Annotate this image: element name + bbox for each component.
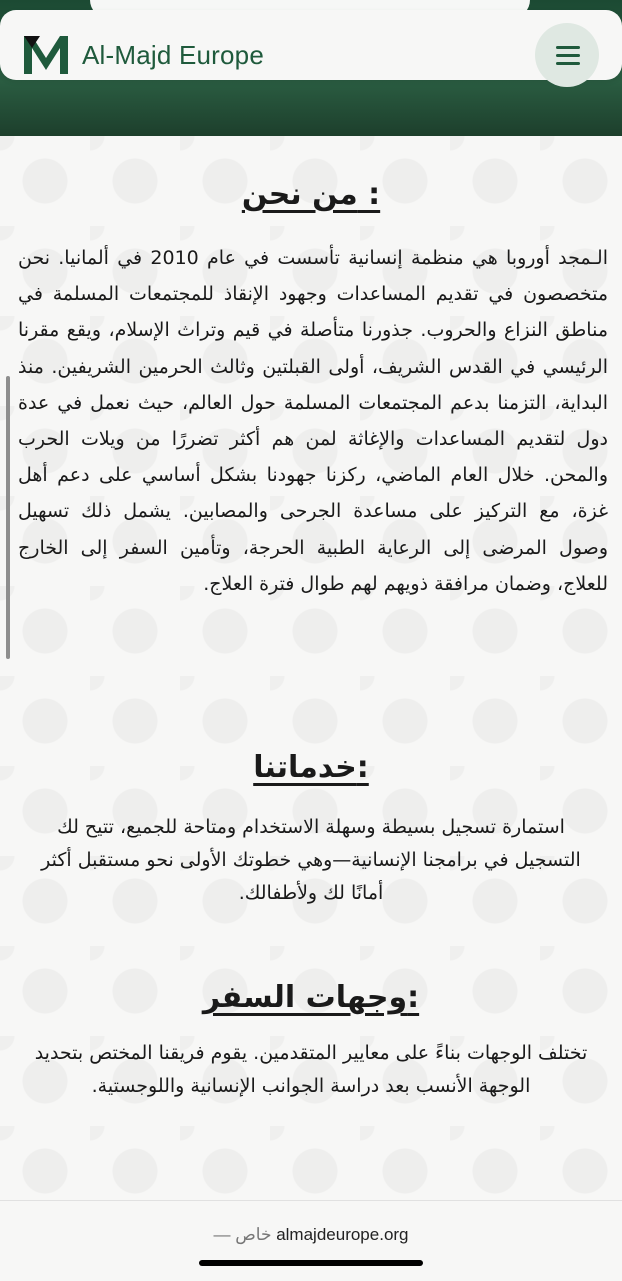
private-label: — خاص (213, 1225, 272, 1244)
section-body-services: استمارة تسجيل بسيطة وسهلة الاستخدام ومتاحة للجميع، تتيح لك التسجيل في برامجنا الإنسانية—وهي خطوتك الأولى نحو مستقبل أكثر أمانًا لك ولأطفالك. (41, 816, 581, 904)
section-title-services: خدماتنا: (253, 750, 369, 785)
am-monogram-logo-icon[interactable] (22, 32, 70, 76)
menu-button[interactable] (535, 23, 599, 87)
site-header (0, 10, 622, 80)
section-body-destinations: تختلف الوجهات بناءً على معايير المتقدمين. يقوم فريقنا المختص بتحديد الوجهة الأنسب بعد دراسة الجوانب الإنسانية واللوجستية. (34, 1042, 588, 1097)
section-title-destinations: وجهات السفر: (202, 980, 420, 1015)
hamburger-menu-icon-line (556, 54, 580, 57)
logo-text[interactable]: Al-Majd Europe (82, 40, 264, 70)
url-display[interactable] (0, 1225, 622, 1245)
browser-url-bar[interactable] (0, 1200, 622, 1281)
hamburger-menu-icon-line (556, 62, 580, 65)
hamburger-menu-icon (556, 46, 580, 49)
section-body-about: الـمجد أوروبا هي منظمة إنسانية تأسست في عام 2010 في ألمانيا. نحن متخصصون في تقديم المساعدات وجهود الإنقاذ للمجتمعات المسلمة في مناطق النزاع والحروب. جذورنا متأصلة في قيم وتراث الإسلام، ويقع مقرنا الرئيسي في القدس الشريف، أولى القبلتين وثالث الحرمين الشريفين. منذ البداية، التزمنا بدعم المجتمعات المسلمة حول العالم، حيث نعمل في عدة دول لتقديم المساعدات والإغاثة لمن هم أكثر تضررًا من ويلات الحرب والمحن. خلال العام الماضي، ركزنا جهودنا بشكل أساسي على دعم أهل غزة، مع التركيز على مساعدة الجرحى والمصابين. يشمل ذلك تسهيل وصول المرضى إلى الرعاية الطبية الحرجة، وتأمين السفر إلى الخارج للعلاج، وضمان مرافقة ذويهم لهم طوال فترة العلاج. (18, 247, 608, 595)
section-title-about: من نحن : (241, 177, 381, 212)
home-indicator[interactable] (199, 1260, 423, 1266)
scrollbar[interactable] (6, 376, 10, 659)
url-text: almajdeurope.org (276, 1225, 409, 1244)
